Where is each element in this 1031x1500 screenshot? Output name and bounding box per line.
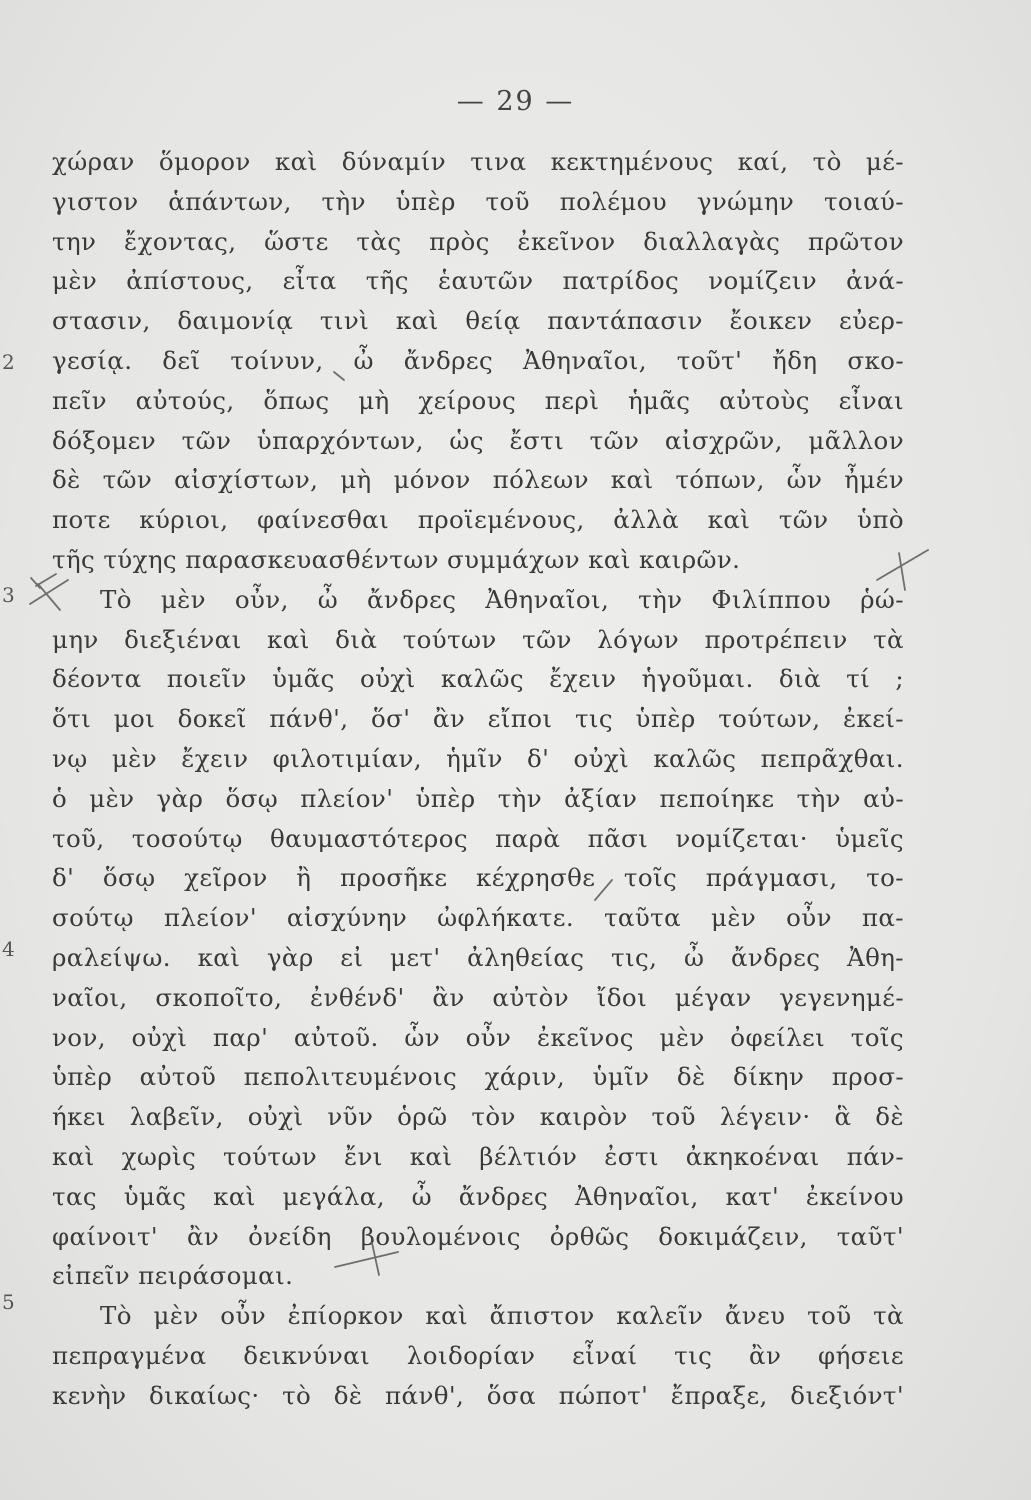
page-number: — 29 — bbox=[456, 86, 575, 117]
text-line: Τὸ μὲν οὖν ἐπίορκον καὶ ἄπιστον καλεῖν ἄνευ τοῦ τὰ bbox=[100, 1301, 904, 1331]
margin-section-number: 4 bbox=[2, 937, 15, 961]
text-line: ήκει λαβεῖν, οὐχὶ νῦν ὁρῶ τὸν καιρὸν τοῦ λέγειν· ἃ δὲ bbox=[52, 1102, 904, 1132]
text-line: δόξομεν τῶν ὑπαρχόντων, ὡς ἔστι τῶν αἰσχρῶν, μᾶλλον bbox=[52, 425, 904, 455]
text-line: γιστον ἁπάντων, τὴν ὑπὲρ τοῦ πολέμου γνώμην τοιαύ- bbox=[52, 186, 904, 216]
text-line: μὲν ἀπίστους, εἶτα τῆς ἑαυτῶν πατρίδος νομίζειν ἀνά- bbox=[52, 266, 904, 296]
text-line: φαίνοιτ' ἂν ὀνείδη βουλομένοις ὀρθῶς δοκιμάζειν, ταῦτ' bbox=[52, 1221, 904, 1251]
text-line: κενὴν δικαίως· τὸ δὲ πάνθ', ὅσα πώποτ' ἔπραξε, διεξιόντ' bbox=[52, 1380, 904, 1410]
text-line: σούτῳ πλείον' αἰσχύνην ὠφλήκατε. ταῦτα μὲν οὖν πα- bbox=[52, 903, 904, 933]
text-line: ραλείψω. καὶ γὰρ εἰ μετ' ἀληθείας τις, ὦ ἄνδρες Ἀθη- bbox=[52, 942, 904, 972]
text-line: νῳ μὲν ἔχειν φιλοτιμίαν, ἡμῖν δ' οὐχὶ καλῶς πεπρᾶχθαι. bbox=[52, 743, 904, 773]
text-line: δ' ὅσῳ χεῖρον ἢ προσῆκε κέχρησθε τοῖς πράγμασι, το- bbox=[52, 863, 904, 893]
text-line: νον, οὐχὶ παρ' αὐτοῦ. ὧν οὖν ἐκεῖνος μὲν ὀφείλει τοῖς bbox=[52, 1022, 904, 1052]
text-line: τῆς τύχης παρασκευασθέντων συμμάχων καὶ καιρῶν. bbox=[52, 544, 741, 574]
margin-section-number: 3 bbox=[2, 583, 15, 607]
text-line: γεσίᾳ. δεῖ τοίνυν, ὦ ἄνδρες Ἀθηναῖοι, τοῦτ' ἤδη σκο- bbox=[52, 345, 904, 375]
text-line: πεπραγμένα δεικνύναι λοιδορίαν εἶναί τις ἂν φήσειε bbox=[52, 1340, 904, 1370]
text-line: δὲ τῶν αἰσχίστων, μὴ μόνον πόλεων καὶ τόπων, ὧν ἦμέν bbox=[52, 465, 904, 495]
margin-section-number: 5 bbox=[2, 1290, 15, 1314]
text-line: μην διεξιέναι καὶ διὰ τούτων τῶν λόγων προτρέπειν τὰ bbox=[52, 624, 904, 654]
text-line: ποτε κύριοι, φαίνεσθαι προϊεμένους, ἀλλὰ καὶ τῶν ὑπὸ bbox=[52, 505, 904, 535]
text-line: χώραν ὅμορον καὶ δύναμίν τινα κεκτημένους καί, τὸ μέ- bbox=[52, 147, 904, 176]
text-line: την ἔχοντας, ὥστε τὰς πρὸς ἐκεῖνον διαλλαγὰς πρῶτον bbox=[52, 226, 904, 256]
text-line: στασιν, δαιμονίᾳ τινὶ καὶ θείᾳ παντάπασιν ἔοικεν εὐερ- bbox=[52, 306, 904, 336]
body-text bbox=[52, 142, 904, 1416]
text-line: πεῖν αὐτούς, ὅπως μὴ χείρους περὶ ἡμᾶς αὐτοὺς εἶναι bbox=[52, 385, 904, 415]
text-line: ὑπὲρ αὐτοῦ πεπολιτευμένοις χάριν, ὑμῖν δὲ δίκην προσ- bbox=[52, 1062, 904, 1092]
text-line: ὅτι μοι δοκεῖ πάνθ', ὅσ' ἂν εἴποι τις ὑπὲρ τούτων, ἐκεί- bbox=[52, 704, 904, 734]
text-line: δέοντα ποιεῖν ὑμᾶς οὐχὶ καλῶς ἔχειν ἡγοῦμαι. διὰ τί ; bbox=[52, 664, 904, 694]
text-line: καὶ χωρὶς τούτων ἔνι καὶ βέλτιόν ἐστι ἀκηκοέναι πάν- bbox=[52, 1141, 904, 1171]
text-line: τας ὑμᾶς καὶ μεγάλα, ὦ ἄνδρες Ἀθηναῖοι, κατ' ἐκείνου bbox=[52, 1181, 904, 1211]
text-line: Τὸ μὲν οὖν, ὦ ἄνδρες Ἀθηναῖοι, τὴν Φιλίππου ῥώ- bbox=[100, 584, 904, 614]
text-line: εἰπεῖν πειράσομαι. bbox=[52, 1261, 294, 1291]
margin-section-number: 2 bbox=[2, 350, 15, 374]
text-line: ναῖοι, σκοποῖτο, ἐνθένδ' ἂν αὐτὸν ἴδοι μέγαν γεγενημέ- bbox=[52, 982, 904, 1012]
text-line: ὁ μὲν γὰρ ὅσῳ πλείον' ὑπὲρ τὴν ἀξίαν πεποίηκε τὴν αὐ- bbox=[52, 783, 904, 813]
text-line: τοῦ, τοσούτῳ θαυμαστότερος παρὰ πᾶσι νομίζεται· ὑμεῖς bbox=[52, 823, 904, 853]
